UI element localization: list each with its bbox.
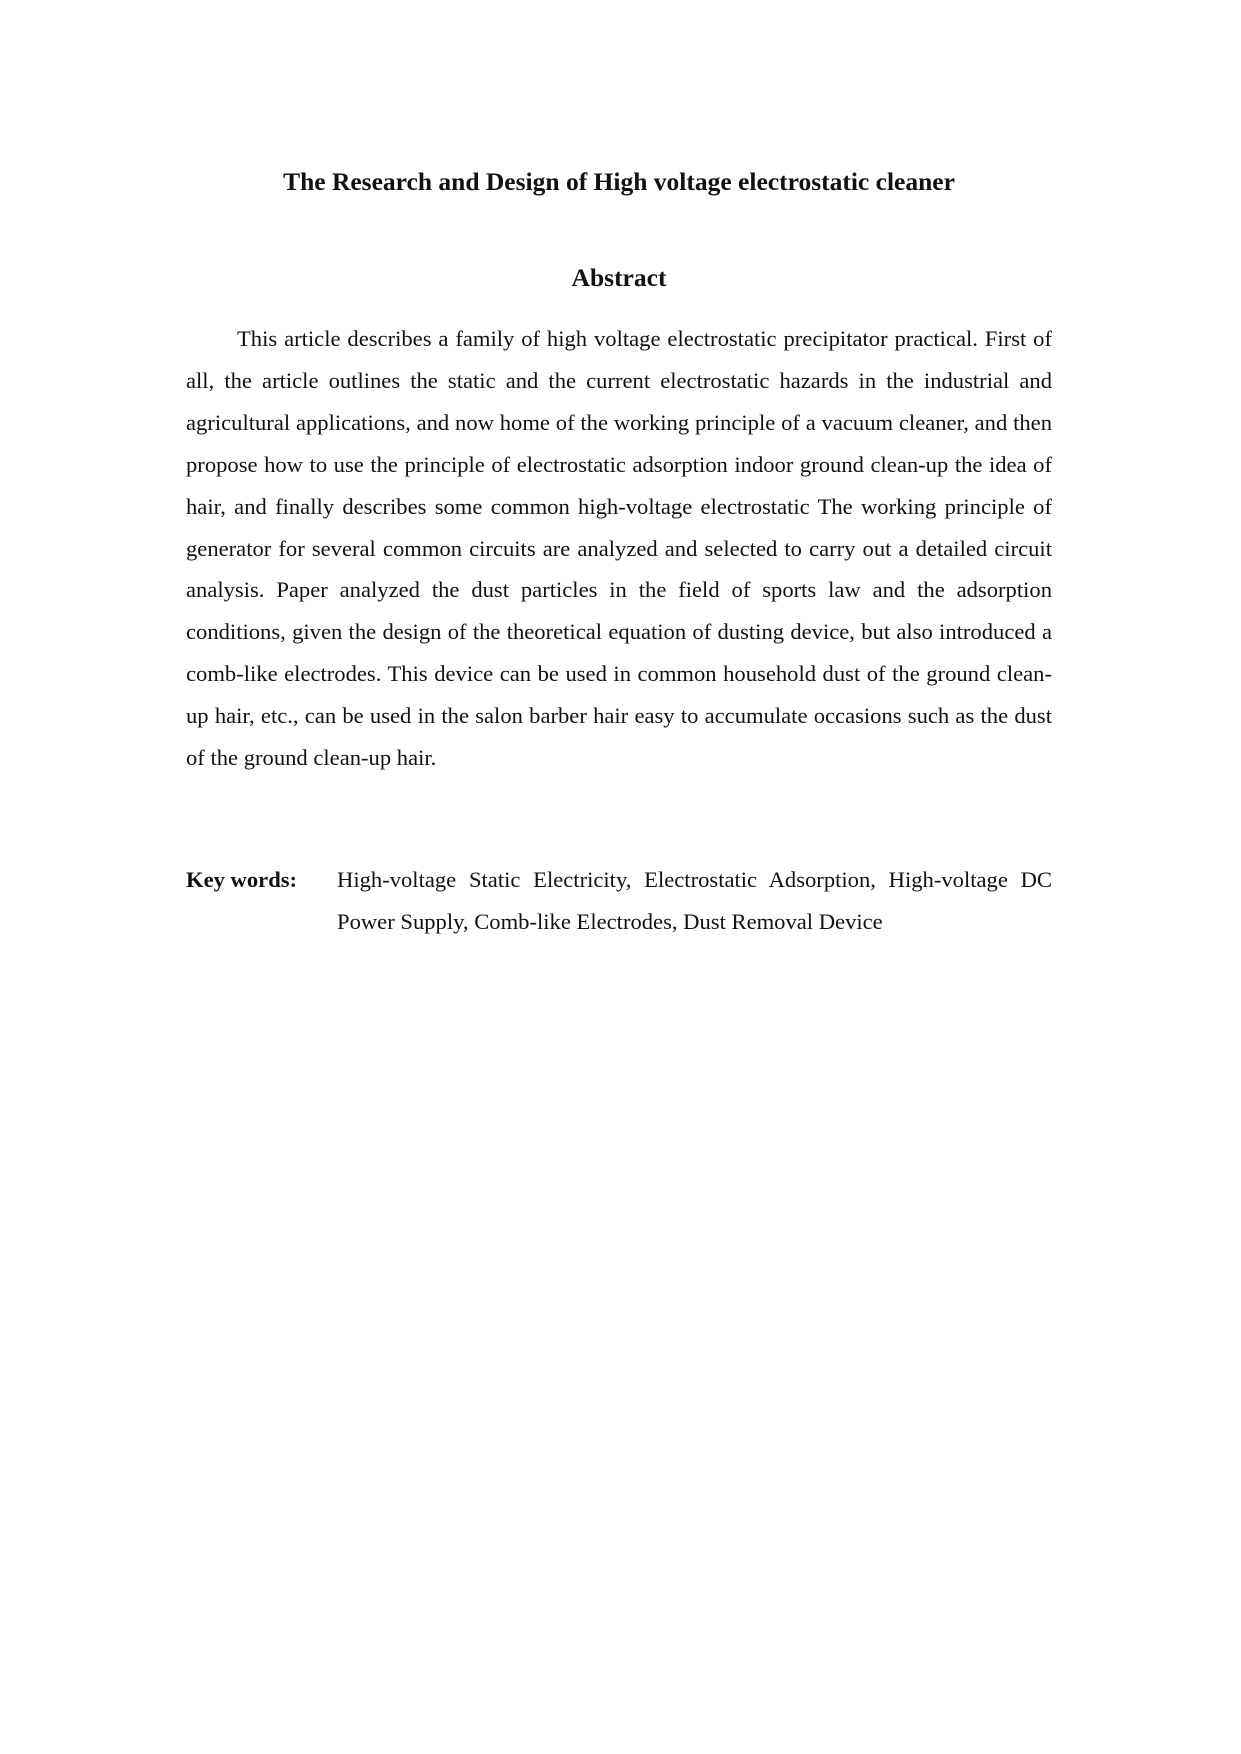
keywords-list: High-voltage Static Electricity, Electrostatic Adsorption, High-voltage DC Power Supply, Comb-like Electrodes, Dust Removal Device: [337, 867, 1052, 934]
keywords-section: [186, 859, 1052, 942]
abstract-heading: Abstract: [571, 263, 667, 292]
paper-title: The Research and Design of High voltage electrostatic cleaner: [283, 167, 955, 196]
abstract-paragraph: This article describes a family of high voltage electrostatic precipitator practical. First of all, the article outlines the static and the current electrostatic hazards in the industrial and agricultural applications, and now home of the working principle of a vacuum cleaner, and then propose how to use the principle of electrostatic adsorption indoor ground clean-up the idea of hair, and finally describes some common high-voltage electrostatic The working principle of generator for several common circuits are analyzed and selected to carry out a detailed circuit analysis. Paper analyzed the dust particles in the field of sports law and the adsorption conditions, given the design of the theoretical equation of dusting device, but also introduced a comb-like electrodes. This device can be used in common household dust of the ground clean-up hair, etc., can be used in the salon barber hair easy to accumulate occasions such as the dust of the ground clean-up hair.: [186, 326, 1052, 771]
keywords-label: Key words:: [186, 867, 298, 892]
